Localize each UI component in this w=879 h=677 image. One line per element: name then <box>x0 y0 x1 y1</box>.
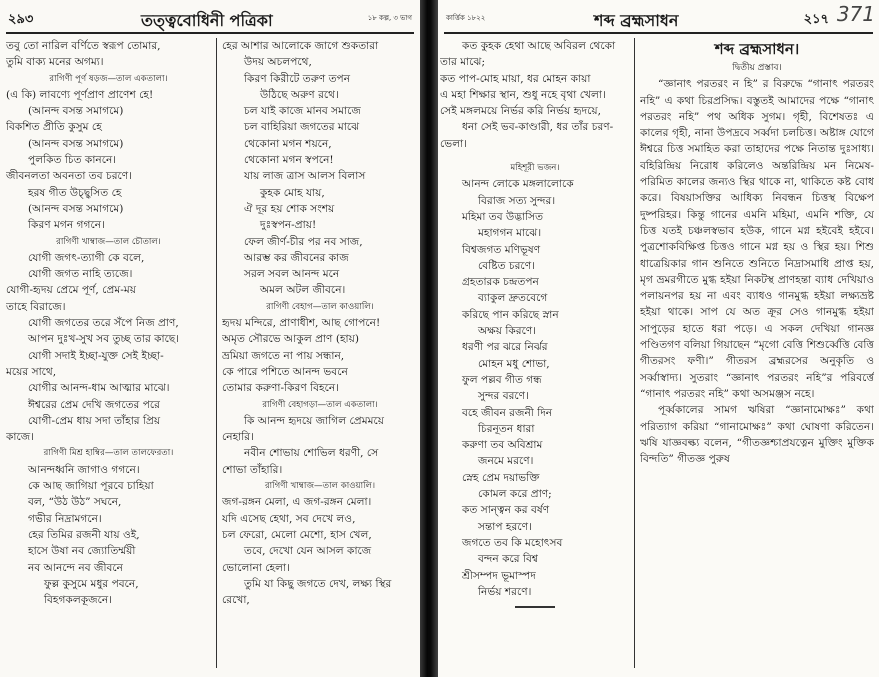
text-line: নির্ভয় শরণে। <box>478 585 532 598</box>
column-divider <box>634 38 635 668</box>
text-line: বল, “উঠ উঠ” সঘনে, <box>28 496 122 509</box>
left-page-meta: ১৮ কল্প, ৩ ভাগ <box>367 14 412 22</box>
text-line: কিরণ মগন গগনে। <box>28 219 105 232</box>
text-line: বিরাজ সত্য সুন্দর। <box>478 194 556 207</box>
column-divider <box>216 38 217 668</box>
text-line: বিহগকলকূজনে। <box>44 594 112 607</box>
song-raga-heading: রাগিণী খাম্বাজ—তাল চৌতাল। <box>56 236 161 247</box>
text-line: তার মাঝে; <box>440 56 486 69</box>
text-line: যোগী জগৎ-ত্যাগী কে বলে, <box>28 251 145 264</box>
text-line: শ্রীসম্পদ ভূমাস্পদ <box>462 569 536 582</box>
text-line: যোগী জগতের তরে সঁপে নিজ প্রাণ, <box>28 317 179 330</box>
left-column-2 <box>222 38 418 674</box>
text-line: এ মহা শিক্ষার স্থান, শুধু নহে বৃথা খেলা। <box>440 88 606 101</box>
text-line: হের আশার আলোকে জাগে শুকতারা <box>222 40 379 52</box>
text-line: নবীন শোভায় শোভিল ধরণী, সে <box>244 447 379 460</box>
text-line: ময়ের সাথে, <box>6 365 57 378</box>
text-line: করিছে পান করিছে স্নান <box>462 308 559 321</box>
text-line: চল বাহিরিয়া জগতের মাঝে <box>244 121 360 134</box>
text-line: হের তিমির রজনী যায় ওই, <box>28 528 140 541</box>
text-line: বহে জীবন রজনী দিন <box>462 406 553 419</box>
text-line: যোগী-প্রেম ধায় সদা তাঁহার প্রিয় <box>28 414 161 427</box>
text-line: নব আনন্দে নব জীবনে <box>28 561 123 574</box>
text-line: যোগী সদাই ইচ্ছা-যুক্ত সেই ইচ্ছা- <box>28 349 164 362</box>
text-line: আনন্দধ্বনি জাগাও গগনে। <box>28 463 140 476</box>
text-line: আরম্ভ কর জীবনের কাজ <box>244 251 349 264</box>
song-raga-heading: মহিশূরী ভজন। <box>510 163 560 174</box>
text-line: কুহক মোহ যায়, <box>260 186 325 199</box>
article-heading: শব্দ ব্রহ্মসাধন। <box>714 40 800 58</box>
text-line: উদয় অচলপথে, <box>244 56 312 69</box>
text-line: ধনা সেই ভব-কাণ্ডারী, ধর তাঁর চরণ- <box>462 121 614 134</box>
song-raga-heading: রাগিণী খাম্বাজ—তাল কাওয়ালি। <box>264 481 376 492</box>
song-raga-heading: রাগিণী পূর্ণ ষড়জ—তাল একতালা। <box>49 73 168 84</box>
text-line: অমৃত সৌরভে আকুল প্রাণ (হায়) <box>222 333 359 346</box>
text-line: জীবনলতা অবনতা তব চরণে। <box>6 170 133 183</box>
text-line: কি আনন্দ হৃদয়ে জাগিল প্রেমময়ে <box>244 414 384 427</box>
handwritten-page-number: 371 <box>836 2 875 26</box>
left-page <box>0 0 420 677</box>
text-line: মহাগগন মাঝে। <box>478 227 542 240</box>
text-line: ফেল জীর্ণ-চীর পর নব সাজ, <box>244 235 363 248</box>
text-line: চল যাই কাজে মানব সমাজে <box>244 105 361 118</box>
text-line: কত সান্ত্বন কর বর্ষণ <box>462 504 550 517</box>
text-line: ফুল্ল কুসুমে মধুর পবনে, <box>44 577 139 590</box>
text-line: পুলকিত চিত কাননে। <box>28 154 117 167</box>
text-line: হৃদয় মন্দিরে, প্রাণাধীশ, আছ গোপনে! <box>222 317 381 330</box>
text-line: তোমার করুণা-কিরণ বিহনে। <box>222 382 339 395</box>
text-line: ফুল পল্লব গীত গন্ধ <box>462 373 542 386</box>
text-line: বিকশিত প্রীতি কুসুম হে <box>6 121 102 134</box>
right-header <box>444 8 873 34</box>
text-line: আনন্দ লোকে মঙ্গলালোকে <box>462 178 574 191</box>
text-line: ভোলোনা হেলা। <box>222 561 290 574</box>
song-raga-heading: রাগিণী বেহাগড়া—তাল একতালা। <box>262 399 378 410</box>
text-line: আপন দুঃখ-সুখ সব তুচ্ছ তার কাছে। <box>28 333 180 346</box>
text-line: যোগী-হৃদয় প্রেমে পূর্ণ, প্রেম-ময় <box>6 284 136 297</box>
text-line: রেখো, <box>222 594 250 607</box>
left-header <box>6 8 414 34</box>
text-line: কোমল করে প্রাণ; <box>478 488 552 501</box>
text-line: ভেলা। <box>440 137 467 150</box>
song-raga-heading: রাগিণী মিশ্র হাম্বির—তাল তালফেরতা। <box>43 448 174 459</box>
right-page-title: শব্দ ব্রহ্মসাধন <box>594 11 679 30</box>
text-line: কে পারে পশিতে আনন্দ ভবনে <box>222 365 348 378</box>
text-line: জগ-রঙ্গন মেলা, এ জগ-রঙ্গন মেলা। <box>222 496 372 509</box>
right-page-number: ২১৭ <box>803 12 829 27</box>
right-column-1 <box>440 38 630 674</box>
text-line: উঠিছে অরুণ রথে। <box>260 88 339 101</box>
text-line: সুন্দর বরণে। <box>478 390 529 403</box>
text-line: অক্ষয় কিরণে। <box>478 325 537 338</box>
article-paragraph: “জ্ঞানাৎ পরতরং ন হি” র বিরুদ্ধে “গানাৎ পরতরং নহি” এ কথা চিরপ্রসিদ্ধ। বস্তুতই আমাদের পক্ষে “গানাৎ পরতরং নহি” পথ অধিক সুগম। গৃহী, বিশেষতঃ এ কালের গৃহী, নানা উপদ্রবে সর্ব্বদা চলচিত্ত। অষ্টাঙ্গ যোগে ঈশ্বরে চিত্ত সমাহিত করা তাহাদের পক্ষে নিতান্ত দুঃসাধ্য। বহিরিন্দ্রিয় নিরোধ করিলেও অন্তরিন্দ্রিয় মন নিমেষ-পরিমিত কালের জন্যও স্থির থাকে না, থাকিতে কষ্ট বোধ করে। বিষয়াসক্তির আধিক্য নিবন্ধন চিত্তস্থ বিক্ষেপ দুষ্পরিহর। কিন্তু গানের এমনি মহিমা, এমনি শক্তি, যে চিত্ত যতই চঞ্চলস্বভাব হউক, গানে মগ্ন হইবেই হইবে। পুত্রশোকবিক্ষিপ্ত চিত্তও গানে মগ্ন হয় ও স্থির হয়। শিশু ধাত্রেয়িকার গান শুনিতে শুনিতে নিদ্রাসমাধি প্রাপ্ত হয়, মৃগ ভ্রমরগীতে মুগ্ধ হইয়া নিকটস্থ প্রাণহন্তা ব্যাধ দেখিয়াও পলায়নপর হয় না এবং ব্যাধও গানমুগ্ধ হইয়া লক্ষ্যভ্রষ্ট হইয়া থাকে। সাপ যে অত ক্রূর সেও গানমুগ্ধ হইয়া সাপুড়ের হাতে ধরা পড়ে। এ সকল দেখিয়া গানজ্ঞ পণ্ডিতগণ বলিয়া গিয়াছেন “মৃগো বেত্তি শিশুর্ব্বেত্তি বেত্তি গীতরসং ফণী।” গীতরস ব্রহ্মরসের অনুকৃতি ও সর্ব্বাস্বাদ্য। সুতরাং “জ্ঞানাৎ পরতরং নহি”র পরিবর্ত্তে “গানাৎ পরতরং নহি” কথা অসমঞ্জস নহে। <box>640 78 874 400</box>
text-line: (আনন্দ বসন্ত সমাগমে) <box>28 202 124 215</box>
text-line: সরল সবল আনন্দ মনে <box>244 268 340 281</box>
text-line: তাহে বিরাজে। <box>6 300 66 313</box>
text-line: হাসে উষা নব জ্যোতির্ম্ময়ী <box>28 545 136 558</box>
text-line: নেহারি। <box>222 431 254 444</box>
right-page-meta: কার্ত্তিক ১৮২২ <box>446 14 486 22</box>
text-line: কত কুহক হেথা আছে অবিরল থেকো <box>462 40 616 52</box>
text-line: কাজে। <box>6 431 35 444</box>
text-line: সেই মঙ্গলময়ে নির্ভর করি নির্ভয় হৃদয়ে, <box>440 105 602 118</box>
text-line: (এ কি) লাবণ্যে পূর্ণপ্রাণ প্রাণেশ হে! <box>6 88 154 101</box>
text-line: গ্রহতারক চন্দ্রতপন <box>462 276 539 289</box>
text-line: বিশ্বজগত মণিভূষণ <box>462 243 541 256</box>
text-line: অমল অটল জীবনে। <box>260 284 346 297</box>
article-paragraph: পূর্ব্বকালের সামগ ঋষিরা “জ্ঞানামোক্ষঃ” কথা পরিত্যাগ করিয়া “গানামোক্ষঃ” কথা ঘোষণা করিতেন। ঋষি যাজ্ঞবল্ক্য বলেন, “গীতজ্ঞশ্চাপ্রযত্নেন মুক্তিং মুক্তিক বিন্দতি” গীতজ্ঞ পুরুষ <box>640 404 874 466</box>
text-line: তবে, দেখো যেন আসল কাজে <box>244 545 372 558</box>
left-column-1 <box>6 38 211 674</box>
section-end-rule <box>515 606 555 608</box>
text-line: কে আছ জাগিয়া পূরবে চাহিয়া <box>28 480 154 493</box>
text-line: তবু তো নারিল বর্ণিতে স্বরূপ তোমার, <box>6 40 161 52</box>
text-line: ঈশ্বরের প্রেম দেখি জগতের পরে <box>28 398 161 411</box>
left-page-title: তত্ত্ববোধিনী পত্রিকা <box>141 11 273 30</box>
text-line: থেকোনা মগন স্বপনে! <box>244 154 334 167</box>
text-line: (আনন্দ বসন্ত সমাগমে) <box>28 137 124 150</box>
text-line: বন্দন করে বিশ্ব <box>478 553 538 566</box>
text-line: চল ফেরো, মেলো মেশো, হাস খেল, <box>222 528 372 541</box>
text-line <box>440 152 630 160</box>
article-subheading: দ্বিতীয় প্রস্তাব। <box>732 63 782 73</box>
text-line: হরষ গীত উচ্ছ্বসিত হে <box>28 186 122 199</box>
text-line: শোভা তাঁহারি। <box>222 463 283 476</box>
text-line: জগতে তব কি মহোৎসব <box>462 536 563 549</box>
text-line: ঐ দূর হয় শোক সংশয় <box>244 202 335 215</box>
text-line: চিরনূতন ধারা <box>478 422 535 435</box>
text-line: যোগীর আনন্দ-ধাম আত্মার মাঝে। <box>28 382 170 395</box>
text-line: ভ্রমিয়া জগতে না পায় সন্ধান, <box>222 349 345 362</box>
text-line: কত পাপ-মোহ মায়া, ধর মোহন কায়া <box>440 72 591 85</box>
text-line: মহিমা তব উদ্ভাসিত <box>462 210 544 223</box>
text-line: যোগী জগত নাহি ত্যজে। <box>28 268 133 281</box>
text-line: দুঃস্বপন-প্রায়! <box>260 219 317 232</box>
left-page-number: ২৯৩ <box>8 12 34 27</box>
text-line: যদি এসেছ হেথা, সব দেখে লও, <box>222 512 356 525</box>
text-line: ধরণী পর ঝরে নির্ঝর <box>462 341 548 354</box>
text-line: গভীর নিদ্রামগনে। <box>28 512 102 525</box>
text-line: বেষ্টিত চরণে। <box>478 259 535 272</box>
text-line: তুমি যা কিছু জগতে দেখ, লক্ষ্য স্থির <box>244 577 392 590</box>
text-line: করুণা তব অবিশ্রাম <box>462 439 543 452</box>
text-line: থেকোনা মগন শয়নে, <box>244 137 332 150</box>
book-gutter <box>420 0 438 677</box>
text-line: স্নেহ প্রেম দয়াভক্তি <box>462 471 540 484</box>
text-line: সন্তাপ হরণে। <box>478 520 532 533</box>
song-raga-heading: রাগিণী বেহাগ—তাল কাওয়ালি। <box>266 301 374 312</box>
text-line: কিরণ কিরীটে তরুণ তপন <box>244 72 351 85</box>
text-line: জনমে মরণে। <box>478 455 534 468</box>
text-line: যায় লাজ ত্রাস আলস বিলাস <box>244 170 366 183</box>
text-line: (আনন্দ বসন্ত সমাগমে) <box>28 105 124 118</box>
right-column-2 <box>640 38 874 674</box>
text-line: মোহন মধু শোভা, <box>478 357 550 370</box>
text-line: ব্যাকুল দ্রুতবেগে <box>478 292 548 305</box>
text-line: তুমি বাক্য মনের অগম্য। <box>6 56 104 69</box>
right-page <box>438 0 879 677</box>
